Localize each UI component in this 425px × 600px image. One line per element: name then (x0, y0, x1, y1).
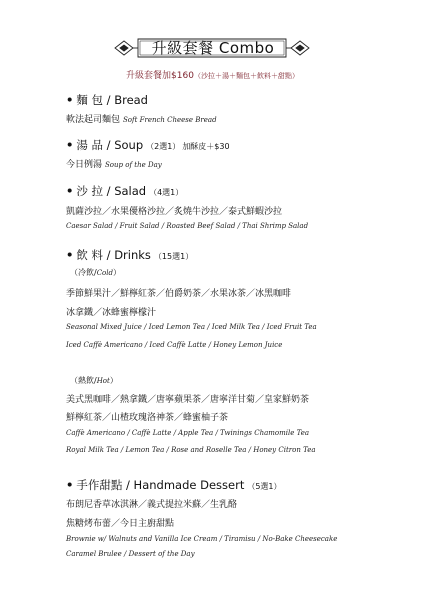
section-drinks-title (66, 247, 193, 263)
section-bread-label: 麵 包 / Bread (76, 93, 148, 107)
hot-drinks-label (70, 375, 118, 386)
cold-label-en: Cold (96, 269, 113, 277)
bullet-icon: • (66, 138, 74, 152)
cold-drinks-en-1: Seasonal Mixed Juice / Iced Lemon Tea / Iced Milk Tea / Iced Fruit Tea (66, 323, 317, 331)
drinks-count: （15選1） (153, 252, 194, 261)
hot-drinks-zh-2: 鮮檸紅茶／山楂玫瑰洛神茶／蜂蜜柚子茶 (66, 413, 229, 423)
section-drinks-label: 飲 料 / Drinks (76, 248, 151, 262)
cold-drinks-label (70, 267, 121, 278)
salad-count: （4選1） (149, 188, 184, 197)
cold-drinks-zh-2: 冰拿鐵／冰蜂蜜檸檬汁 (66, 308, 157, 318)
section-salad-label: 沙 拉 / Salad (76, 184, 147, 198)
cold-label-end: ） (113, 268, 121, 277)
combo-price (0, 68, 425, 81)
cold-drinks-zh-1: 季節鮮果汁／鮮檸紅茶／伯爵奶茶／水果冰茶／冰黑咖啡 (66, 289, 292, 299)
price-text: 升級套餐加$160 (126, 71, 194, 81)
hot-drinks-zh-1: 美式黑咖啡／熱拿鐵／唐寧蘋果茶／唐寧洋甘菊／皇家鮮奶茶 (66, 395, 310, 405)
section-dessert-title (66, 477, 282, 493)
hot-label-en: Hot (96, 377, 110, 385)
bread-item (66, 112, 217, 125)
dessert-count: （5選1） (247, 482, 282, 491)
bullet-icon: • (66, 248, 74, 262)
cold-drinks-en-2: Iced Caffè Americano / Iced Caffè Latte / Honey Lemon Juice (66, 341, 283, 349)
soup-count: （2選1） (146, 142, 181, 151)
soup-extra: 加酥皮＋$30 (182, 142, 230, 151)
bullet-icon: • (66, 478, 74, 492)
hot-label-end: ） (109, 376, 118, 385)
soup-item-en: Soup of the Day (105, 161, 162, 169)
salad-items-zh: 凱薩沙拉／水果優格沙拉／炙燒牛沙拉／泰式鮮蝦沙拉 (66, 207, 283, 217)
bread-item-zh: 軟法起司麵包 (66, 115, 121, 125)
soup-item-zh: 今日例湯 (66, 160, 103, 170)
section-salad-title (66, 183, 183, 199)
hot-label-zh: （熱飲/ (70, 376, 97, 385)
dessert-zh-1: 布朗尼香草冰淇淋／義式提拉米蘇／生乳酪 (66, 500, 238, 510)
section-dessert-label: 手作甜點 / Handmade Dessert (76, 478, 245, 492)
bullet-icon: • (66, 93, 74, 107)
hot-drinks-en-2: Royal Milk Tea / Lemon Tea / Rose and Roselle Tea / Honey Citron Tea (66, 446, 316, 454)
menu-header (0, 33, 425, 63)
soup-item (66, 157, 162, 170)
bullet-icon: • (66, 184, 74, 198)
hot-drinks-en-1: Caffè Americano / Caffè Latte / Apple Tea / Twinings Chamomile Tea (66, 429, 310, 437)
page-title: 升級套餐 Combo (151, 39, 275, 57)
section-soup-label: 湯 品 / Soup (76, 138, 144, 152)
section-bread-title (66, 92, 148, 108)
section-soup-title (66, 137, 230, 153)
price-note: （沙拉＋湯＋麵包＋飲料＋甜點） (193, 72, 299, 80)
cold-label-zh: （冷飲/ (70, 268, 97, 277)
dessert-zh-2: 焦糖烤布蕾／今日主廚甜點 (66, 519, 175, 529)
bread-item-en: Soft French Cheese Bread (123, 116, 217, 124)
dessert-en-1: Brownie w/ Walnuts and Vanilla Ice Cream / Tiramisu / No-Bake Cheesecake (66, 535, 338, 543)
dessert-en-2: Caramel Brulee / Dessert of the Day (66, 550, 195, 558)
salad-items-en: Caesar Salad / Fruit Salad / Roasted Beef Salad / Thai Shrimp Salad (66, 222, 309, 230)
